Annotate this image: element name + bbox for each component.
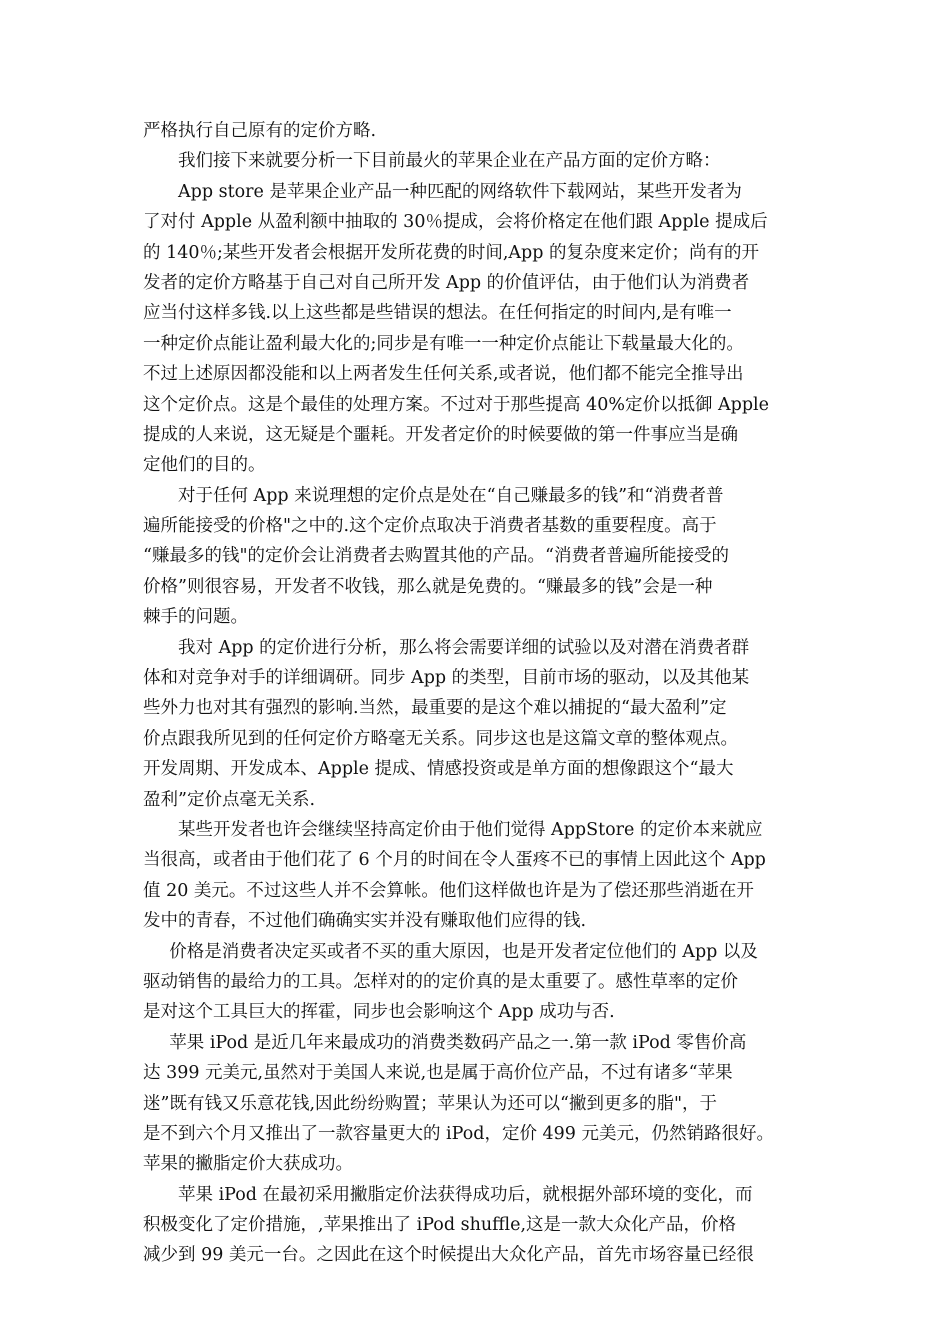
text-line: 盈利”定价点毫无关系.: [143, 789, 316, 810]
text-line: 价格”则很容易，开发者不收钱，那么就是免费的。“赚最多的钱”会是一种: [143, 576, 713, 597]
text-line: 苹果的撇脂定价大获成功。: [143, 1154, 353, 1175]
text-line: 价格是消费者决定买或者不买的重大原因，也是开发者定位他们的 App 以及: [169, 941, 758, 962]
text-line: 苹果 iPod 在最初采用撇脂定价法获得成功后，就根据外部环境的变化，而: [178, 1184, 753, 1205]
text-line: App store 是苹果企业产品一种匹配的网络软件下载网站，某些开发者为: [178, 181, 742, 202]
text-line: 遍所能接受的价格"之中的.这个定价点取决于消费者基数的重要程度。高于: [143, 516, 717, 537]
paragraph: [143, 633, 808, 815]
paragraph: [143, 815, 808, 937]
paragraph: [143, 1028, 808, 1180]
text-line: 发者的定价方略基于自己对自己所开发 App 的价值评估，由于他们认为消费者: [143, 272, 750, 293]
text-line: 定他们的目的。: [143, 455, 266, 476]
text-line: 应当付这样多钱.以上这些都是些错误的想法。在任何指定的时间内,是有唯一: [143, 303, 732, 324]
paragraph: [143, 481, 808, 633]
text-line: 迷”既有钱又乐意花钱,因此纷纷购置；苹果认为还可以“撇到更多的脂"，于: [143, 1093, 718, 1114]
paragraph: [143, 116, 808, 146]
text-line: 是不到六个月又推出了一款容量更大的 iPod，定价 499 元美元，仍然销路很好。: [143, 1123, 774, 1144]
text-line: 驱动销售的最给力的工具。怎样对的的定价真的是太重要了。感性草率的定价: [143, 971, 738, 992]
text-line: 了对付 Apple 从盈利额中抽取的 30％提成，会将价格定在他们跟 Apple 提成后: [143, 212, 768, 233]
text-line: 积极变化了定价措施，,苹果推出了 iPod shuffle,这是一款大众化产品，价格: [143, 1215, 737, 1236]
paragraph: [143, 177, 808, 481]
text-line: 严格执行自己原有的定价方略.: [143, 121, 377, 141]
text-line: 苹果 iPod 是近几年来最成功的消费类数码产品之一.第一款 iPod 零售价高: [169, 1032, 747, 1053]
paragraph: [143, 1180, 808, 1271]
text-line: 值 20 美元。不过这些人并不会算帐。他们这样做也许是为了偿还那些消逝在开: [143, 880, 754, 901]
text-line: 开发周期、开发成本、Apple 提成、情感投资或是单方面的想像跟这个“最大: [143, 759, 734, 780]
text-line: 些外力也对其有强烈的影响.当然，最重要的是这个难以捕捉的“最大盈利”定: [143, 698, 727, 719]
text-line: 达 399 元美元,虽然对于美国人来说,也是属于高价位产品，不过有诸多“苹果: [143, 1063, 733, 1084]
text-line: 的 140％;某些开发者会根据开发所花费的时间,App 的复杂度来定价；尚有的开: [143, 242, 760, 263]
paragraph: [143, 937, 808, 1028]
paragraph: [143, 146, 808, 176]
text-line: 体和对竞争对手的详细调研。同步 App 的类型，目前市场的驱动，以及其他某: [143, 668, 750, 689]
text-line: 这个定价点。这是个最佳的处理方案。不过对于那些提高 40%定价以抵御 Apple: [143, 394, 770, 415]
text-line: 一种定价点能让盈利最大化的;同步是有唯一一种定价点能让下载量最大化的。: [143, 333, 744, 354]
text-line: 棘手的问题。: [143, 607, 248, 628]
text-line: 提成的人来说，这无疑是个噩耗。开发者定价的时候要做的第一件事应当是确: [143, 424, 738, 445]
text-line: 我对 App 的定价进行分析，那么将会需要详细的试验以及对潜在消费者群: [178, 637, 750, 658]
document-page: [143, 116, 808, 1271]
text-line: 是对这个工具巨大的挥霍，同步也会影响这个 App 成功与否.: [143, 1002, 615, 1023]
text-line: 某些开发者也许会继续坚持高定价由于他们觉得 AppStore 的定价本来就应: [178, 819, 763, 840]
text-line: “赚最多的钱"的定价会让消费者去购置其他的产品。“消费者普遍所能接受的: [143, 546, 729, 567]
text-line: 不过上述原因都没能和以上两者发生任何关系,或者说，他们都不能完全推导出: [143, 364, 744, 385]
text-line: 对于任何 App 来说理想的定价点是处在“自己赚最多的钱”和“消费者普: [178, 485, 724, 506]
text-line: 价点跟我所见到的任何定价方略毫无关系。同步这也是这篇文章的整体观点。: [143, 728, 738, 749]
text-line: 我们接下来就要分析一下目前最火的苹果企业在产品方面的定价方略：: [178, 151, 721, 172]
text-line: 发中的青春，不过他们确确实实并没有赚取他们应得的钱.: [143, 911, 587, 932]
text-line: 减少到 99 美元一台。之因此在这个时候提出大众化产品，首先市场容量已经很: [143, 1245, 754, 1266]
text-line: 当很高，或者由于他们花了 6 个月的时间在令人蛋疼不已的事情上因此这个 App: [143, 850, 766, 871]
